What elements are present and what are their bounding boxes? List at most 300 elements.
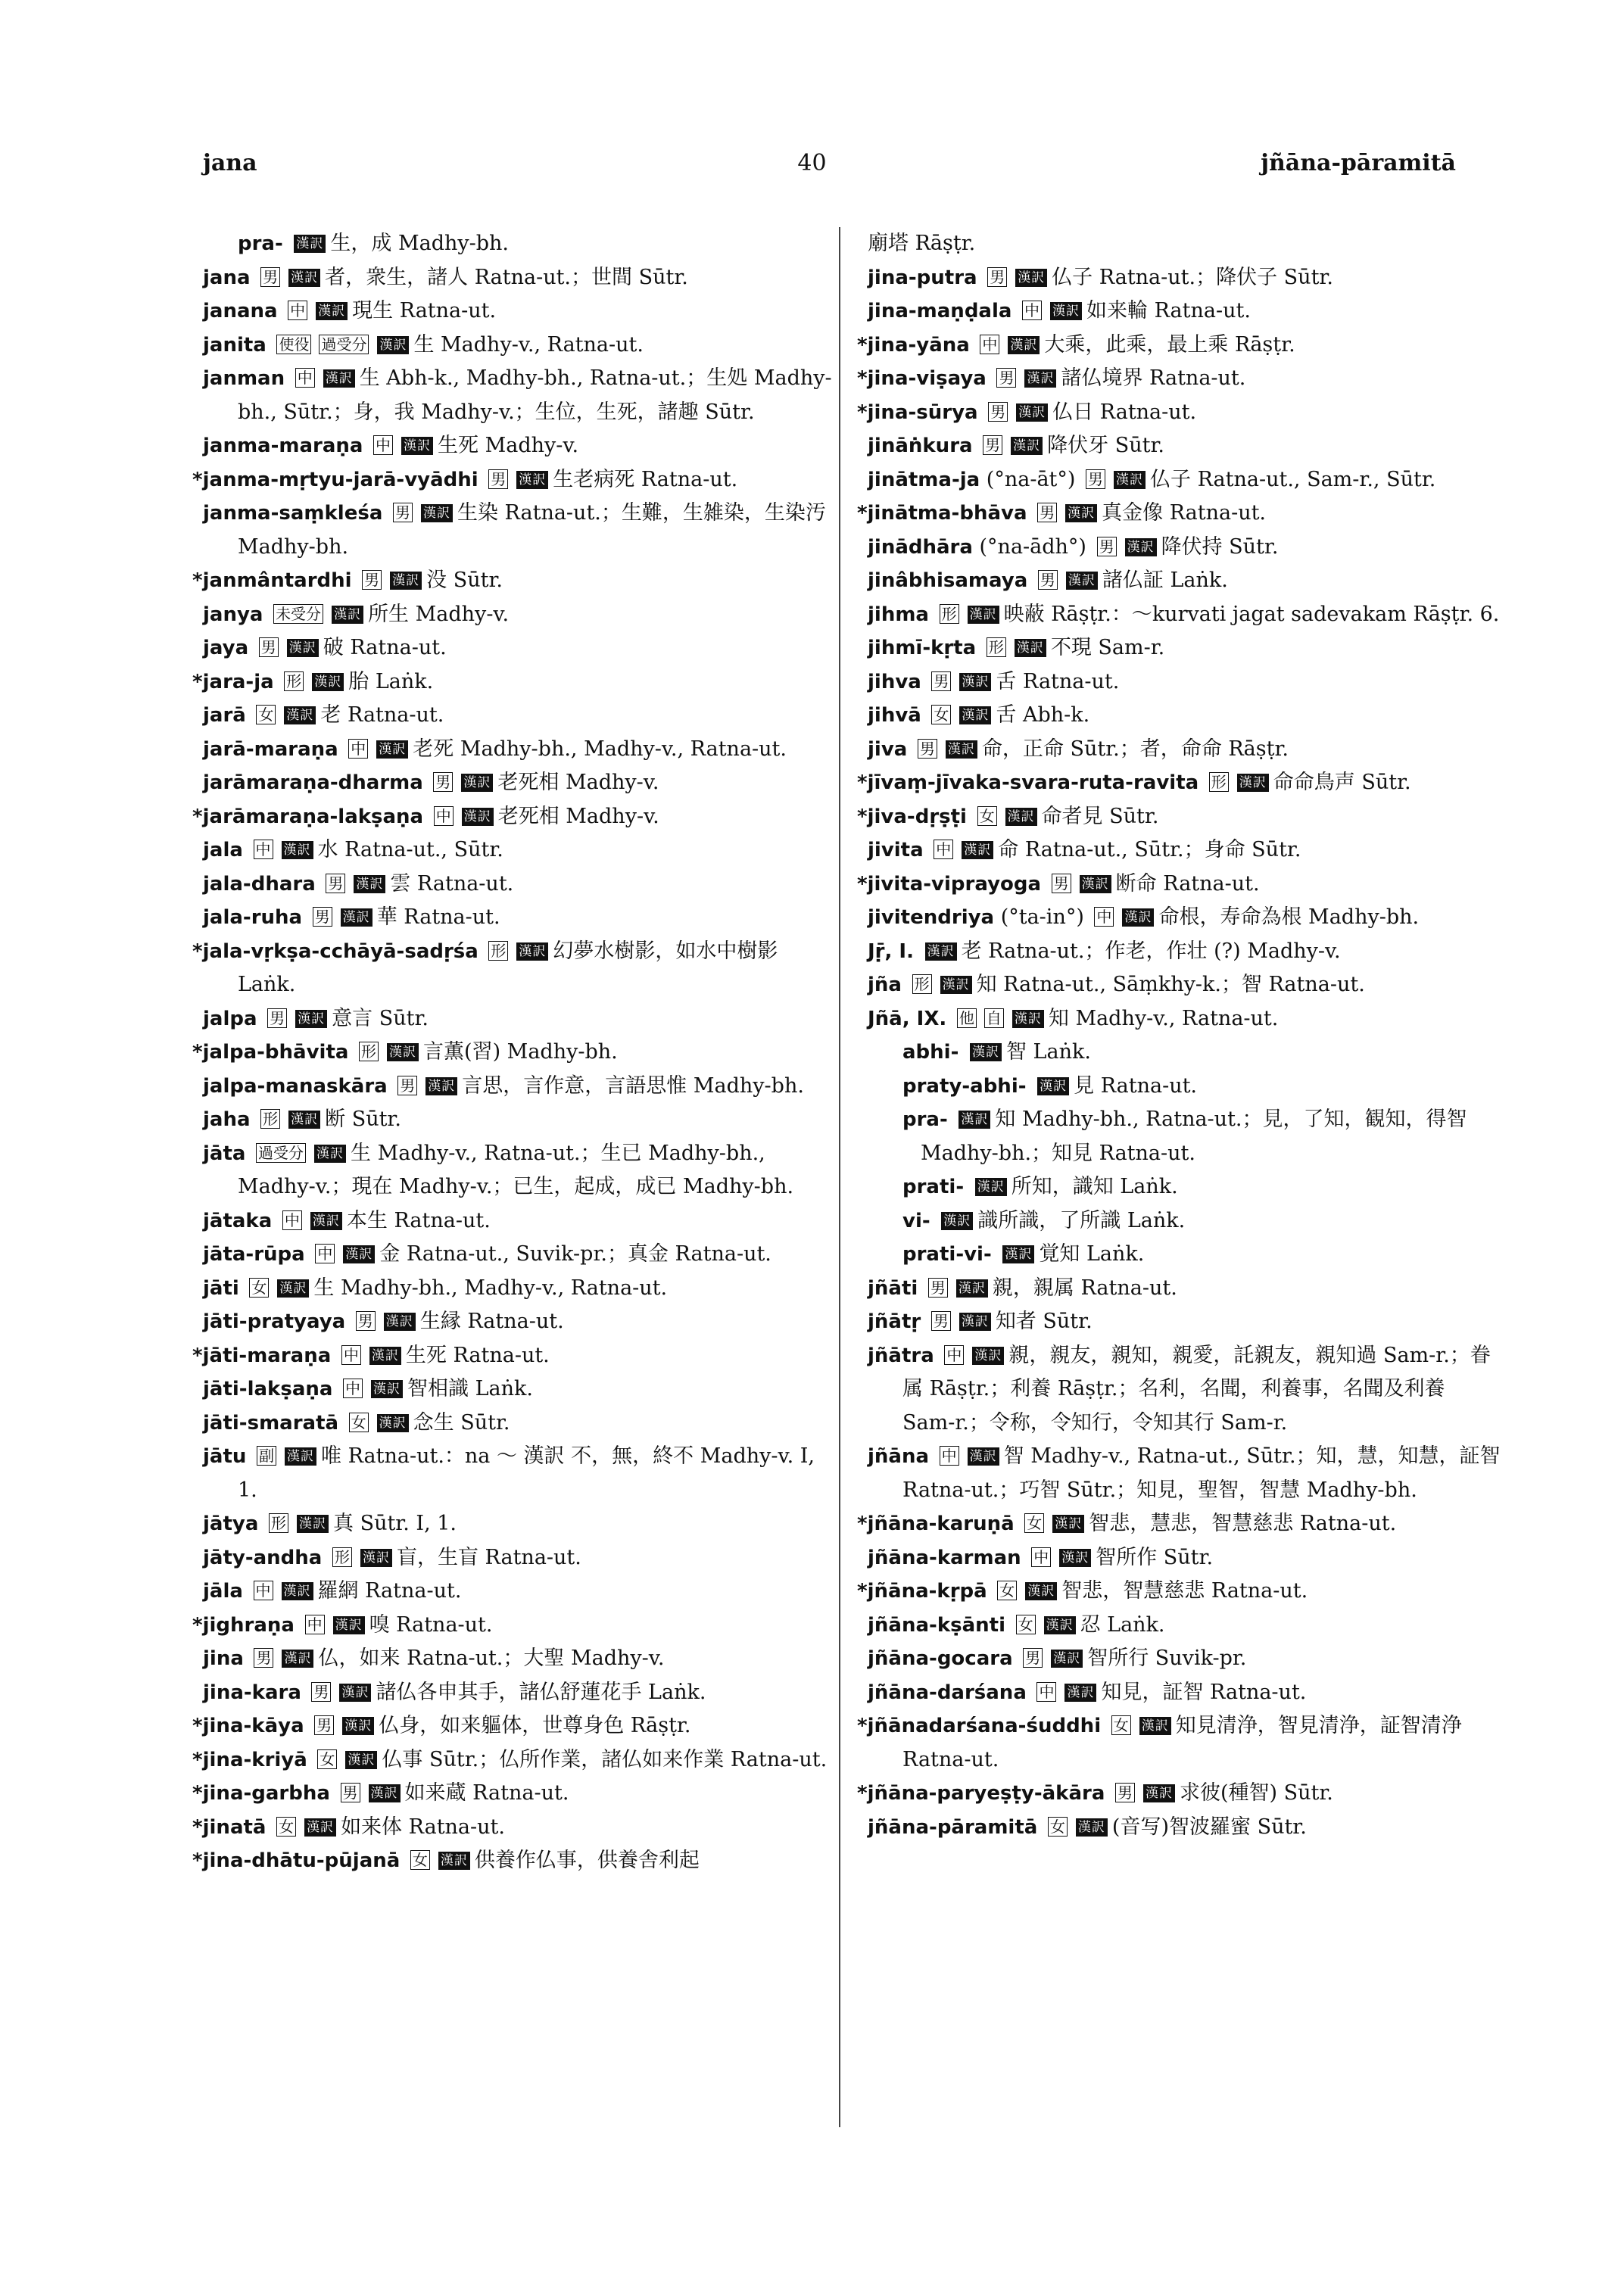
dictionary-entry (868, 1676, 1504, 1710)
definition: 仏日 Ratna-ut. (1052, 400, 1197, 424)
headword: jāti-pratyaya (203, 1310, 346, 1333)
headword: jarāmaraṇa-dharma (203, 771, 423, 794)
kanyaku-marker: 漢訳 (1050, 302, 1082, 320)
definition: 老 Ratna-ut.；作老，作壮 (?) Madhy-v. (961, 939, 1341, 963)
dictionary-entry (868, 598, 1504, 632)
grammar-tag: 男 (314, 1715, 334, 1735)
dictionary-entry (868, 227, 1504, 261)
definition: 老死 Madhy-bh., Madhy-v., Ratna-ut. (413, 737, 787, 761)
headword: jña (868, 974, 902, 996)
headword: pra- (238, 232, 283, 255)
dictionary-entry (868, 1811, 1504, 1845)
dictionary-entry (203, 362, 839, 429)
definition: 知者 Sūtr. (995, 1310, 1093, 1333)
headword: abhi- (902, 1041, 959, 1064)
grammar-tag: 形 (1209, 772, 1229, 792)
dictionary-entry (868, 1070, 1504, 1104)
headword: jaya (203, 637, 249, 659)
dictionary-entry (868, 1609, 1504, 1643)
grammar-tag: 男 (267, 1008, 287, 1028)
dictionary-entry (868, 1238, 1504, 1272)
dictionary-entry (203, 1844, 839, 1878)
headword: * jñānadarśana-śuddhi (857, 1715, 1101, 1737)
definition: 金 Ratna-ut., Suvik-pr.；真金 Ratna-ut. (379, 1242, 771, 1266)
definition: 老 Ratna-ut. (320, 703, 444, 727)
dictionary-entry (203, 1103, 839, 1137)
grammar-tag: 男 (931, 671, 951, 691)
headword: jihvā (868, 704, 921, 727)
dictionary-entry (203, 833, 839, 868)
definition: 命根，寿命為根 Madhy-bh. (1158, 905, 1420, 929)
kanyaku-marker: 漢訳 (314, 1145, 346, 1163)
left-column (203, 227, 839, 1878)
kanyaku-marker: 漢訳 (956, 1279, 988, 1298)
definition: 親，親友，親知，親愛，託親友，親知過 Sam-r.；眷属 Rāṣṭr.；利養 Rāṣṭr.；名利，名聞，利養事，名聞及利養 Sam-r.；令称，令知行，令知其行 Sam-r. (902, 1343, 1491, 1435)
running-head-left: jana (203, 150, 257, 176)
kanyaku-marker: 漢訳 (345, 1751, 377, 1769)
kanyaku-marker: 漢訳 (1015, 639, 1046, 657)
headword: * jina-kāya (192, 1715, 304, 1737)
dictionary-entry (203, 1777, 839, 1811)
dictionary-entry (868, 968, 1504, 1002)
grammar-tag: 男 (1023, 1648, 1043, 1668)
definition: (音写)智波羅蜜 Sūtr. (1111, 1815, 1307, 1839)
definition: 智悲，智慧慈悲 Ratna-ut. (1061, 1579, 1308, 1603)
dictionary-entry (203, 631, 839, 665)
dictionary-entry (203, 1575, 839, 1609)
definition: 如来輪 Ratna-ut. (1086, 299, 1251, 322)
headword: jātu (203, 1445, 247, 1468)
grammar-tag: 女 (997, 1581, 1017, 1600)
grammar-tag: 男 (259, 637, 279, 657)
definition: 諸仏各申其手，諸仏舒蓮花手 Laṅk. (376, 1680, 706, 1704)
definition: 嗅 Ratna-ut. (369, 1612, 493, 1637)
grammar-tag: 男 (397, 1076, 417, 1095)
grammar-tag: 女 (349, 1413, 369, 1432)
grammar-tag: 中 (254, 840, 273, 859)
headword: jala-ruha (203, 906, 303, 929)
headword: jñātṛ (868, 1310, 921, 1333)
dictionary-entry (203, 294, 839, 329)
grammar-tag: 形 (269, 1513, 288, 1533)
grammar-tag: 男 (1097, 537, 1117, 556)
headword: jāti (203, 1276, 239, 1300)
headword: prati- (902, 1176, 965, 1198)
definition: 親，親属 Ratna-ut. (992, 1276, 1177, 1300)
definition: 知 Ratna-ut., Sāṃkhy-k.；智 Ratna-ut. (976, 973, 1365, 996)
grammar-tag: 中 (1022, 301, 1042, 320)
kanyaku-marker: 漢訳 (1008, 336, 1040, 354)
grammar-tag: 女 (249, 1278, 269, 1298)
dictionary-entry (868, 1272, 1504, 1306)
kanyaku-marker: 漢訳 (959, 1111, 990, 1129)
grammar-tag: 過受分 (256, 1143, 306, 1163)
kanyaku-marker: 漢訳 (1122, 908, 1154, 927)
headword: jihva (868, 670, 921, 693)
dictionary-entry (868, 1541, 1504, 1575)
kanyaku-marker: 漢訳 (310, 1212, 342, 1230)
headword: janya (203, 603, 263, 626)
grammar-tag: 男 (1038, 570, 1058, 590)
kanyaku-marker: 漢訳 (294, 235, 326, 253)
stem-note: (°ta-in°) (1000, 905, 1084, 929)
dictionary-entry (868, 631, 1504, 665)
headword: janita (203, 333, 267, 357)
definition: 唯 Ratna-ut.：na ～ 漢訳 不，無，終不 Madhy-v. I, 1. (238, 1444, 815, 1502)
column-divider (839, 227, 840, 2127)
grammar-tag: 男 (1037, 503, 1057, 522)
kanyaku-marker: 漢訳 (959, 1313, 991, 1331)
dictionary-entry (868, 800, 1504, 834)
definition: 命 Ratna-ut., Sūtr.；身命 Sūtr. (998, 838, 1301, 861)
kanyaku-marker: 漢訳 (323, 369, 355, 388)
dictionary-entry (203, 1137, 839, 1204)
dictionary-entry (868, 1440, 1504, 1507)
definition: 断 Sūtr. (325, 1108, 401, 1131)
dictionary-entry (868, 766, 1504, 800)
kanyaku-marker: 漢訳 (297, 1515, 329, 1533)
dictionary-entry (868, 362, 1504, 396)
kanyaku-marker: 漢訳 (339, 1684, 371, 1702)
dictionary-entry (868, 1204, 1504, 1238)
dictionary-entry (868, 935, 1504, 969)
grammar-tag: 男 (918, 739, 937, 759)
dictionary-entry (203, 497, 839, 564)
headword: * jighraṇa (192, 1614, 295, 1637)
grammar-tag: 男 (931, 1311, 951, 1331)
grammar-tag: 男 (488, 469, 508, 489)
headword: * jina-dhātu-pūjanā (192, 1849, 400, 1872)
grammar-tag: 男 (1115, 1783, 1135, 1802)
grammar-tag: 女 (1048, 1817, 1068, 1837)
headword: jihmī-kṛta (868, 637, 977, 659)
definition: 如来体 Ratna-ut. (341, 1815, 505, 1839)
kanyaku-marker: 漢訳 (354, 875, 385, 893)
definition: 華 Ratna-ut. (376, 905, 500, 929)
dictionary-entry (203, 901, 839, 935)
kanyaku-marker: 漢訳 (421, 504, 453, 522)
kanyaku-marker: 漢訳 (384, 1313, 416, 1331)
kanyaku-marker: 漢訳 (282, 1650, 313, 1668)
grammar-tag: 形 (912, 974, 932, 994)
headword: * janma-mṛtyu-jarā-vyādhi (192, 469, 478, 491)
definition: 覚知 Laṅk. (1039, 1242, 1145, 1266)
grammar-tag: 中 (944, 1345, 964, 1365)
dictionary-entry (203, 699, 839, 733)
definition: 言思，言作意，言語思惟 Madhy-bh. (462, 1073, 804, 1098)
dictionary-entry (868, 665, 1504, 699)
definition: 諸仏証 Laṅk. (1102, 569, 1228, 592)
grammar-tag: 中 (934, 840, 953, 859)
definition: 仏事 Sūtr.；仏所作業，諸仏如来作業 Ratna-ut. (382, 1747, 828, 1771)
grammar-tag: 中 (1094, 907, 1114, 927)
dictionary-entry (868, 564, 1504, 598)
definition: 現生 Ratna-ut. (352, 299, 497, 322)
grammar-tag: 男 (433, 772, 453, 792)
dictionary-entry (203, 1642, 839, 1676)
headword: * jina-garbha (192, 1782, 330, 1805)
definition: 羅網 Ratna-ut. (317, 1579, 462, 1603)
headword: jñāna-darśana (868, 1681, 1027, 1704)
definition: 識所識，了所識 Laṅk. (977, 1208, 1186, 1232)
grammar-tag: 形 (332, 1547, 352, 1567)
definition: 真金像 Ratna-ut. (1102, 501, 1267, 525)
dictionary-entry (203, 1541, 839, 1575)
headword: jinātma-ja (868, 468, 980, 491)
definition: 仏子 Ratna-ut.；降伏子 Sūtr. (1052, 265, 1333, 289)
grammar-tag: 男 (928, 1278, 948, 1298)
kanyaku-marker: 漢訳 (1011, 437, 1043, 455)
grammar-tag: 男 (393, 503, 413, 522)
kanyaku-marker: 漢訳 (1005, 808, 1037, 826)
dictionary-entry (868, 1507, 1504, 1541)
grammar-tag: 過受分 (319, 335, 369, 354)
grammar-tag: 男 (996, 368, 1016, 388)
dictionary-entry (203, 1036, 839, 1070)
dictionary-entry (868, 329, 1504, 363)
kanyaku-marker: 漢訳 (1080, 875, 1111, 893)
definition: 知見，証智 Ratna-ut. (1101, 1680, 1307, 1704)
grammar-tag: 男 (326, 874, 345, 893)
kanyaku-marker: 漢訳 (312, 673, 344, 691)
kanyaku-marker: 漢訳 (282, 841, 313, 859)
definition: 没 Sūtr. (426, 569, 503, 592)
grammar-tag: 未受分 (273, 604, 323, 624)
grammar-tag: 女 (977, 806, 997, 826)
headword: jina-kara (203, 1681, 301, 1704)
dictionary-entry (868, 463, 1504, 497)
definition: 舌 Ratna-ut. (996, 669, 1120, 693)
definition: 老死相 Madhy-v. (497, 771, 659, 794)
kanyaku-marker: 漢訳 (277, 1279, 309, 1298)
kanyaku-marker: 漢訳 (341, 908, 372, 927)
dictionary-entry (203, 665, 839, 699)
definition: 生 Abh-k., Madhy-bh., Ratna-ut.；生処 Madhy-bh., Sūtr.；身，我 Madhy-v.；生位，生死，諸趣 Sūtr. (238, 366, 832, 424)
kanyaku-marker: 漢訳 (285, 1447, 316, 1466)
dictionary-entry (203, 1238, 839, 1272)
headword: * jñāna-paryeṣṭy-ākāra (857, 1782, 1105, 1805)
definition: 念生 Sūtr. (413, 1410, 510, 1435)
grammar-tag: 形 (488, 941, 508, 961)
kanyaku-marker: 漢訳 (316, 302, 348, 320)
grammar-tag: 男 (988, 402, 1008, 422)
headword: janma-maraṇa (203, 435, 363, 457)
grammar-tag: 女 (410, 1850, 430, 1870)
kanyaku-marker: 漢訳 (1114, 471, 1146, 489)
definition: 生 Madhy-v., Ratna-ut.；生已 Madhy-bh., Madhy-v.；現在 Madhy-v.；已生，起成，成已 Madhy-bh. (238, 1141, 794, 1198)
dictionary-entry (203, 1407, 839, 1441)
definition: 本生 Ratna-ut. (346, 1208, 491, 1232)
headword: jāty-andha (203, 1546, 323, 1569)
kanyaku-marker: 漢訳 (1237, 774, 1269, 792)
grammar-tag: 形 (359, 1042, 379, 1061)
kanyaku-marker: 漢訳 (1015, 269, 1047, 287)
kanyaku-marker: 漢訳 (1012, 1010, 1044, 1028)
dictionary-entry (203, 1440, 839, 1507)
kanyaku-marker: 漢訳 (371, 1380, 403, 1398)
headword: * jinātma-bhāva (857, 502, 1027, 525)
definition: 所生 Madhy-v. (368, 602, 510, 626)
headword: jivitendriya (868, 906, 995, 929)
headword: Jṝ, I. (868, 939, 914, 963)
grammar-tag: 中 (282, 1210, 302, 1230)
headword: prati-vi- (902, 1243, 992, 1266)
dictionary-entry (203, 868, 839, 902)
headword: jiva (868, 737, 908, 761)
dictionary-entry (203, 1272, 839, 1306)
dictionary-entry (203, 935, 839, 1002)
page-number: 40 (797, 150, 827, 176)
grammar-tag: 形 (284, 671, 304, 691)
grammar-tag: 自 (984, 1008, 1004, 1028)
definition: 命，正命 Sūtr.；者，命命 Rāṣṭr. (981, 737, 1289, 761)
headword: * jalpa-bhāvita (192, 1041, 348, 1064)
kanyaku-marker: 漢訳 (940, 976, 972, 994)
kanyaku-marker: 漢訳 (377, 336, 409, 354)
headword: jñātra (868, 1344, 934, 1367)
definition: 智 Madhy-v., Ratna-ut., Sūtr.；知，慧，知慧，証智 Ratna-ut.；巧智 Sūtr.；知見，聖智，智慧 Madhy-bh. (902, 1444, 1501, 1502)
definition: 老死相 Madhy-v. (497, 804, 659, 828)
grammar-tag: 女 (256, 705, 276, 724)
kanyaku-marker: 漢訳 (343, 1245, 375, 1263)
grammar-tag: 中 (980, 335, 999, 354)
dictionary-entry (868, 1036, 1504, 1070)
kanyaku-marker: 漢訳 (925, 942, 957, 961)
kanyaku-marker: 漢訳 (1002, 1245, 1034, 1263)
definition: 映蔽 Rāṣṭr.：～kurvati jagat sadevakam Rāṣṭr. 6. (1003, 602, 1500, 626)
grammar-tag: 中 (288, 301, 307, 320)
grammar-tag: 中 (373, 435, 393, 455)
dictionary-entry (203, 598, 839, 632)
dictionary-entry (203, 1204, 839, 1238)
headword: jaha (203, 1108, 251, 1131)
dictionary-entry (203, 1676, 839, 1710)
kanyaku-marker: 漢訳 (516, 471, 548, 489)
dictionary-entry (203, 1709, 839, 1743)
definition: 供養作仏事，供養舎利起 (474, 1849, 700, 1872)
grammar-tag: 中 (1031, 1547, 1051, 1567)
kanyaku-marker: 漢訳 (972, 1347, 1004, 1365)
stem-note: (°na-ādh°) (979, 534, 1086, 559)
definition: 降伏牙 Sūtr. (1047, 434, 1164, 457)
dictionary-entry (868, 1103, 1504, 1170)
right-column (868, 227, 1504, 1844)
grammar-tag: 女 (276, 1817, 296, 1837)
headword: * jarāmaraṇa-lakṣaṇa (192, 805, 423, 828)
kanyaku-marker: 漢訳 (1076, 1818, 1108, 1837)
kanyaku-marker: 漢訳 (438, 1852, 470, 1870)
headword: jñāna-kṣānti (868, 1613, 1005, 1637)
grammar-tag: 中 (254, 1581, 273, 1600)
grammar-tag: 男 (260, 267, 280, 287)
kanyaku-marker: 漢訳 (959, 673, 991, 691)
grammar-tag: 他 (957, 1008, 977, 1028)
definition: 知 Madhy-bh., Ratna-ut.；見，了知，観知，得智 Madhy-bh.；知見 Ratna-ut. (921, 1108, 1467, 1165)
headword: jinādhāra (868, 535, 973, 559)
definition: 智悲，慧悲，智慧慈悲 Ratna-ut. (1089, 1512, 1397, 1535)
kanyaku-marker: 漢訳 (1143, 1784, 1175, 1802)
grammar-tag: 男 (311, 1682, 331, 1702)
dictionary-entry (868, 901, 1504, 935)
kanyaku-marker: 漢訳 (516, 942, 548, 961)
dictionary-entry (868, 699, 1504, 733)
dictionary-entry (203, 1507, 839, 1541)
dictionary-entry (203, 800, 839, 834)
grammar-tag: 中 (305, 1615, 325, 1634)
headword: * jiva-dṛṣṭi (857, 805, 967, 828)
definition: 命命鳥声 Sūtr. (1273, 771, 1411, 794)
definition: 求彼(種智) Sūtr. (1179, 1781, 1333, 1805)
kanyaku-marker: 漢訳 (1025, 1582, 1057, 1600)
headword: * janmântardhi (192, 569, 352, 592)
grammar-tag: 女 (931, 705, 951, 724)
kanyaku-marker: 漢訳 (369, 1347, 401, 1365)
headword: * jala-vṛkṣa-cchāyā-sadṛśa (192, 940, 478, 963)
dictionary-entry (868, 294, 1504, 329)
definition: 諸仏境界 Ratna-ut. (1061, 366, 1246, 390)
grammar-tag: 女 (1024, 1513, 1044, 1533)
kanyaku-marker: 漢訳 (1125, 538, 1157, 556)
headword: janma-saṃkleśa (203, 502, 383, 525)
kanyaku-marker: 漢訳 (962, 841, 993, 859)
dictionary-entry (868, 868, 1504, 902)
grammar-tag: 男 (987, 267, 1007, 287)
grammar-tag: 中 (434, 806, 454, 826)
kanyaku-marker: 漢訳 (304, 1818, 336, 1837)
kanyaku-marker: 漢訳 (959, 706, 991, 724)
kanyaku-marker: 漢訳 (287, 639, 319, 657)
headword: jina-putra (868, 266, 977, 289)
dictionary-entry (203, 1002, 839, 1036)
headword: jarā (203, 704, 246, 727)
kanyaku-marker: 漢訳 (975, 1178, 1007, 1196)
kanyaku-marker: 漢訳 (1037, 1077, 1069, 1095)
definition: 知見清浄，智見清浄，証智清浄 Ratna-ut. (902, 1714, 1462, 1771)
definition: 言薫(習) Madhy-bh. (423, 1040, 618, 1064)
grammar-tag: 副 (257, 1446, 276, 1466)
headword: jātya (203, 1513, 259, 1535)
dictionary-entry (868, 1339, 1504, 1441)
definition: 知 Madhy-v., Ratna-ut. (1048, 1006, 1279, 1030)
grammar-tag: 中 (343, 1379, 363, 1398)
definition: 智 Laṅk. (1005, 1040, 1091, 1064)
headword: Jñā, IX. (868, 1007, 947, 1030)
grammar-tag: 中 (295, 368, 315, 388)
definition: 生死 Madhy-v. (438, 434, 579, 457)
grammar-tag: 形 (940, 604, 959, 624)
headword: * jñāna-kṛpā (857, 1580, 987, 1603)
dictionary-entry (868, 497, 1504, 531)
dictionary-entry (203, 429, 839, 463)
kanyaku-marker: 漢訳 (284, 706, 316, 724)
headword: janana (203, 300, 278, 322)
dictionary-entry (868, 261, 1504, 295)
headword: * jina-sūrya (857, 401, 978, 424)
kanyaku-marker: 漢訳 (342, 1717, 374, 1735)
dictionary-entry (868, 1170, 1504, 1204)
headword: jināṅkura (868, 435, 973, 457)
dictionary-entry (203, 1811, 839, 1845)
headword: jihma (868, 603, 929, 626)
headword: jivita (868, 839, 924, 861)
headword: jñāna-gocara (868, 1647, 1013, 1670)
definition: 生縁 Ratna-ut. (419, 1310, 564, 1333)
dictionary-entry (203, 766, 839, 800)
kanyaku-marker: 漢訳 (376, 740, 408, 759)
dictionary-entry (203, 227, 839, 261)
kanyaku-marker: 漢訳 (1139, 1717, 1171, 1735)
grammar-tag: 女 (1111, 1715, 1131, 1735)
